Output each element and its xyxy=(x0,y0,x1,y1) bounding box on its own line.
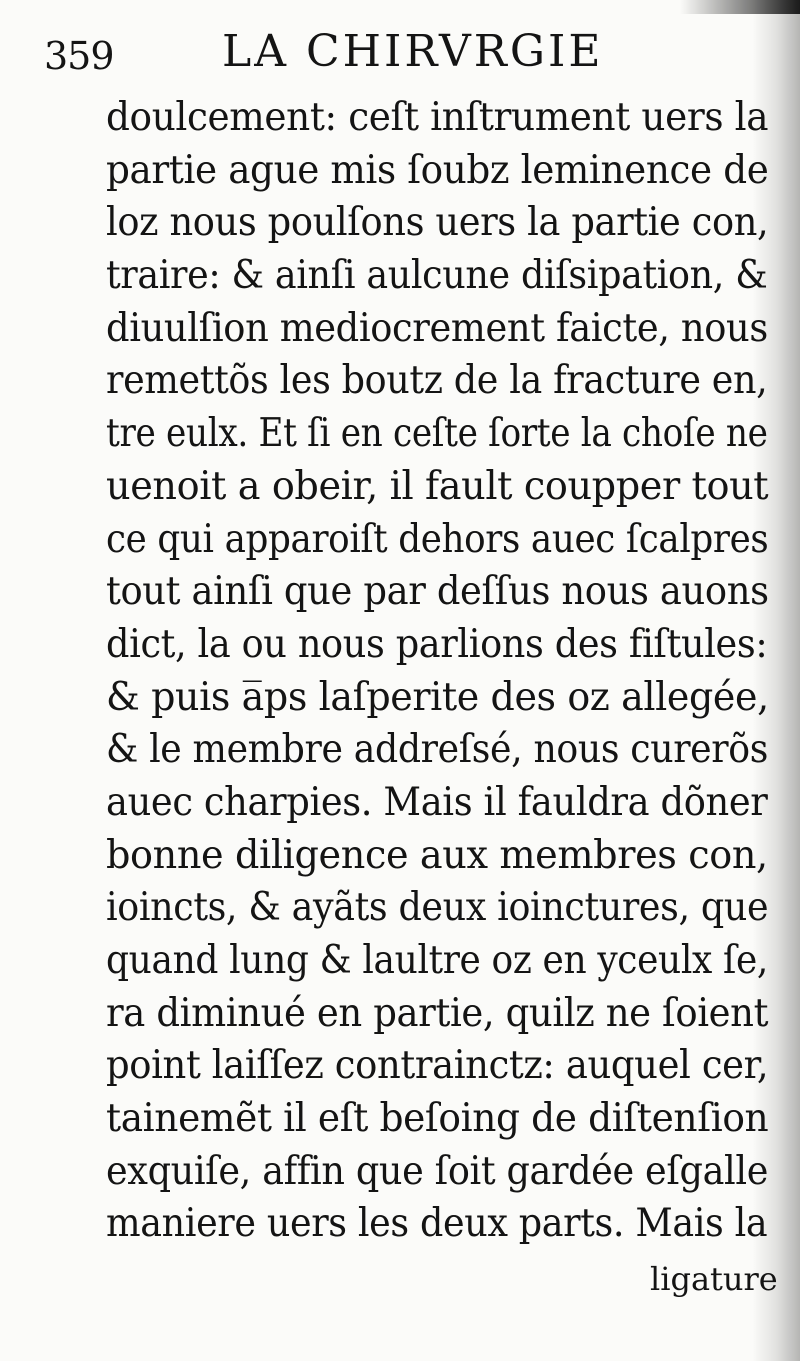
page-number: 359 xyxy=(44,34,114,78)
page-header xyxy=(44,20,744,82)
text-line: tre eulx. Et ſi en ceſte ſorte la choſe ne xyxy=(106,411,768,457)
text-line: maniere uers les deux parts. Mais la xyxy=(106,1201,768,1247)
page-edge-shadow xyxy=(680,0,800,14)
text-line: diuulſion mediocrement faicte, nous xyxy=(106,305,768,351)
text-line: & le membre addreſsé, nous curerõs xyxy=(106,727,768,773)
text-line: dict, la ou nous parlions des fiſtules: xyxy=(106,621,768,667)
text-line: bonne diligence aux membres con, xyxy=(106,832,768,878)
text-line: exquiſe, affin que ſoit gardée eſgalle xyxy=(106,1148,769,1194)
text-line: ioincts, & ayãts deux ioinctures, que xyxy=(106,885,769,931)
running-title: LA CHIRVRGIE xyxy=(222,26,604,77)
text-line: & puis a̅ps laſperite des oz allegée, xyxy=(106,674,769,720)
text-line: ce qui apparoiſt dehors auec ſcalpres xyxy=(106,516,769,562)
text-line: quand lung & laultre oz en yceulx ſe, xyxy=(106,938,768,983)
catchword: ligature xyxy=(650,1260,778,1298)
text-line: uenoit a obeir, il fault coupper tout xyxy=(106,463,769,509)
text-line: point laiſſez contrainctz: auquel cer, xyxy=(106,1043,769,1089)
text-line: partie ague mis ſoubz leminence de xyxy=(106,147,769,193)
text-line: doulcement: ceſt inſtrument uers la xyxy=(106,95,769,140)
text-line: traire: & ainſi aulcune diſsipation, & xyxy=(106,253,768,299)
text-line: tainemẽt il eſt beſoing de diſtenſion xyxy=(106,1096,769,1142)
text-line: tout ainſi que par deſſus nous auons xyxy=(106,569,769,615)
text-line: remettõs les boutz de la fracture en, xyxy=(106,358,768,404)
text-line: auec charpies. Mais il fauldra dõner xyxy=(106,779,768,825)
body-text xyxy=(106,92,776,1251)
text-line: loz nous poulſons uers la partie con, xyxy=(106,200,769,246)
text-line: ra diminué en partie, quilz ne ſoient xyxy=(106,990,769,1036)
